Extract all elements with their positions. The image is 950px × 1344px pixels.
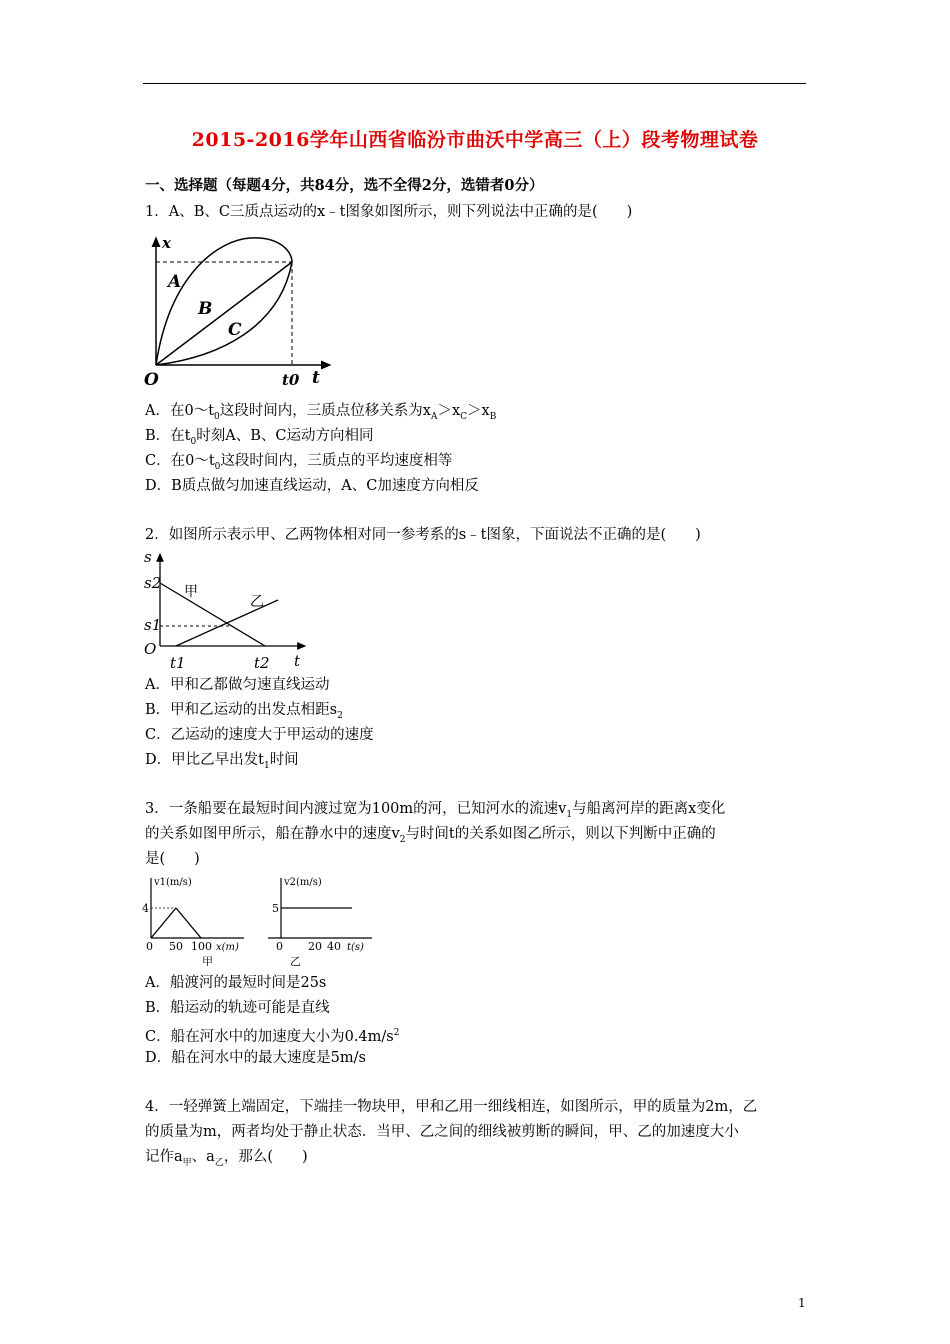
q1-label-b: B: [198, 299, 213, 319]
q2-origin: O: [144, 640, 157, 658]
q1-figure: [140, 232, 340, 392]
q2-t2-label: t2: [254, 654, 270, 672]
section-heading: 一、选择题（每题4分，共84分，选不全得2分，选错者0分）: [145, 177, 544, 194]
q3a-x-tick-0: 0: [146, 940, 153, 953]
q2-option-d: D．甲比乙早出发$t_1$时间: [145, 752, 299, 771]
q3-stem-line2: 的关系如图甲所示，船在静水中的速度$v_2$与时间t的关系如图乙所示，则以下判断中正确的: [145, 826, 716, 845]
q4-stem-line1: 4．一轻弹簧上端固定，下端挂一物块甲，甲和乙用一细线相连，如图所示，甲的质量为2m，乙: [145, 1099, 758, 1115]
q3a-y-label: v1(m/s): [154, 877, 192, 888]
q2-jia-label: 甲: [184, 584, 198, 600]
q3b-y-label: v2(m/s): [284, 877, 322, 888]
q4-stem-line2: 的质量为m，两者均处于静止状态．当甲、乙之间的细线被剪断的瞬间，甲、乙的加速度大小: [145, 1124, 739, 1140]
header-rule: [143, 83, 806, 84]
q2-s2-label: s2: [144, 574, 162, 592]
q3-stem-line3: 是( ): [145, 851, 200, 867]
q1-option-c: C．在$0\sim t_0$这段时间内，三质点的平均速度相等: [145, 453, 453, 472]
q1-option-a: A．在$0\sim t_0$这段时间内，三质点位移关系为$x_A>x_C>x_B$: [145, 403, 497, 422]
q3b-y-tick: 5: [272, 902, 279, 915]
q1-t0-label: t0: [282, 371, 300, 389]
q1-origin: O: [144, 370, 159, 390]
q3b-caption: 乙: [290, 955, 301, 966]
q2-option-c: C．乙运动的速度大于甲运动的速度: [145, 727, 374, 743]
q3b-x-tick-40: 40: [327, 940, 341, 953]
q3b-x-tick-0: 0: [276, 940, 283, 953]
page-title: 2015-2016学年山西省临汾市曲沃中学高三（上）段考物理试卷: [191, 129, 759, 151]
q3a-caption: 甲: [202, 955, 213, 966]
q3a-x-tick-100: 100: [191, 940, 212, 953]
q3-option-c: C．船在河水中的加速度大小为$0.4m/s^2$: [145, 1028, 400, 1045]
q3a-x-label: x(m): [216, 942, 239, 953]
q2-y-label: s: [144, 550, 152, 566]
q2-s1-label: s1: [144, 616, 162, 634]
q3-figure-yi: [268, 870, 378, 966]
q1-x-label: t: [312, 368, 320, 388]
q3a-x-tick-50: 50: [169, 940, 183, 953]
q1-option-d: D．B质点做匀加速直线运动，A、C加速度方向相反: [145, 478, 479, 494]
q3a-y-tick: 4: [142, 902, 149, 915]
q3-figure-jia: [140, 870, 250, 966]
q2-t-label: t: [294, 652, 301, 670]
q3b-x-label: t(s): [347, 942, 364, 953]
q4-stem-line3: 记作$a_甲$、$a_乙$，那么( ): [145, 1149, 308, 1168]
q2-option-a: A．甲和乙都做匀速直线运动: [145, 677, 330, 693]
q2-figure: [140, 550, 315, 675]
q3-option-d: D．船在河水中的最大速度是5m/s: [145, 1050, 366, 1066]
q1-y-label: x: [162, 234, 171, 252]
q2-yi-label: 乙: [250, 594, 264, 610]
q3-option-b: B．船运动的轨迹可能是直线: [145, 1000, 330, 1016]
q1-label-c: C: [228, 320, 242, 340]
q3a-line-rise: [151, 908, 176, 938]
q2-t1-label: t1: [170, 654, 186, 672]
page-number: 1: [798, 1296, 806, 1310]
q2-stem: 2．如图所示表示甲、乙两物体相对同一参考系的s﹣t图象，下面说法不正确的是( ): [145, 527, 701, 543]
q1-label-a: A: [168, 272, 182, 292]
q3-option-a: A．船渡河的最短时间是25s: [145, 975, 327, 991]
q3b-x-tick-20: 20: [308, 940, 322, 953]
q2-line-jia: [160, 583, 265, 646]
q3-stem-line1: 3．一条船要在最短时间内渡过宽为100m的河，已知河水的流速$v_1$与船离河岸的距离x变化: [145, 801, 726, 820]
q1-stem: 1．A、B、C三质点运动的x﹣t图象如图所示，则下列说法中正确的是( ): [145, 204, 633, 220]
q2-option-b: B．甲和乙运动的出发点相距$s_2$: [145, 702, 343, 721]
q3a-line-fall: [176, 908, 201, 938]
q1-option-b: B．在$t_0$时刻A、B、C运动方向相同: [145, 428, 374, 447]
